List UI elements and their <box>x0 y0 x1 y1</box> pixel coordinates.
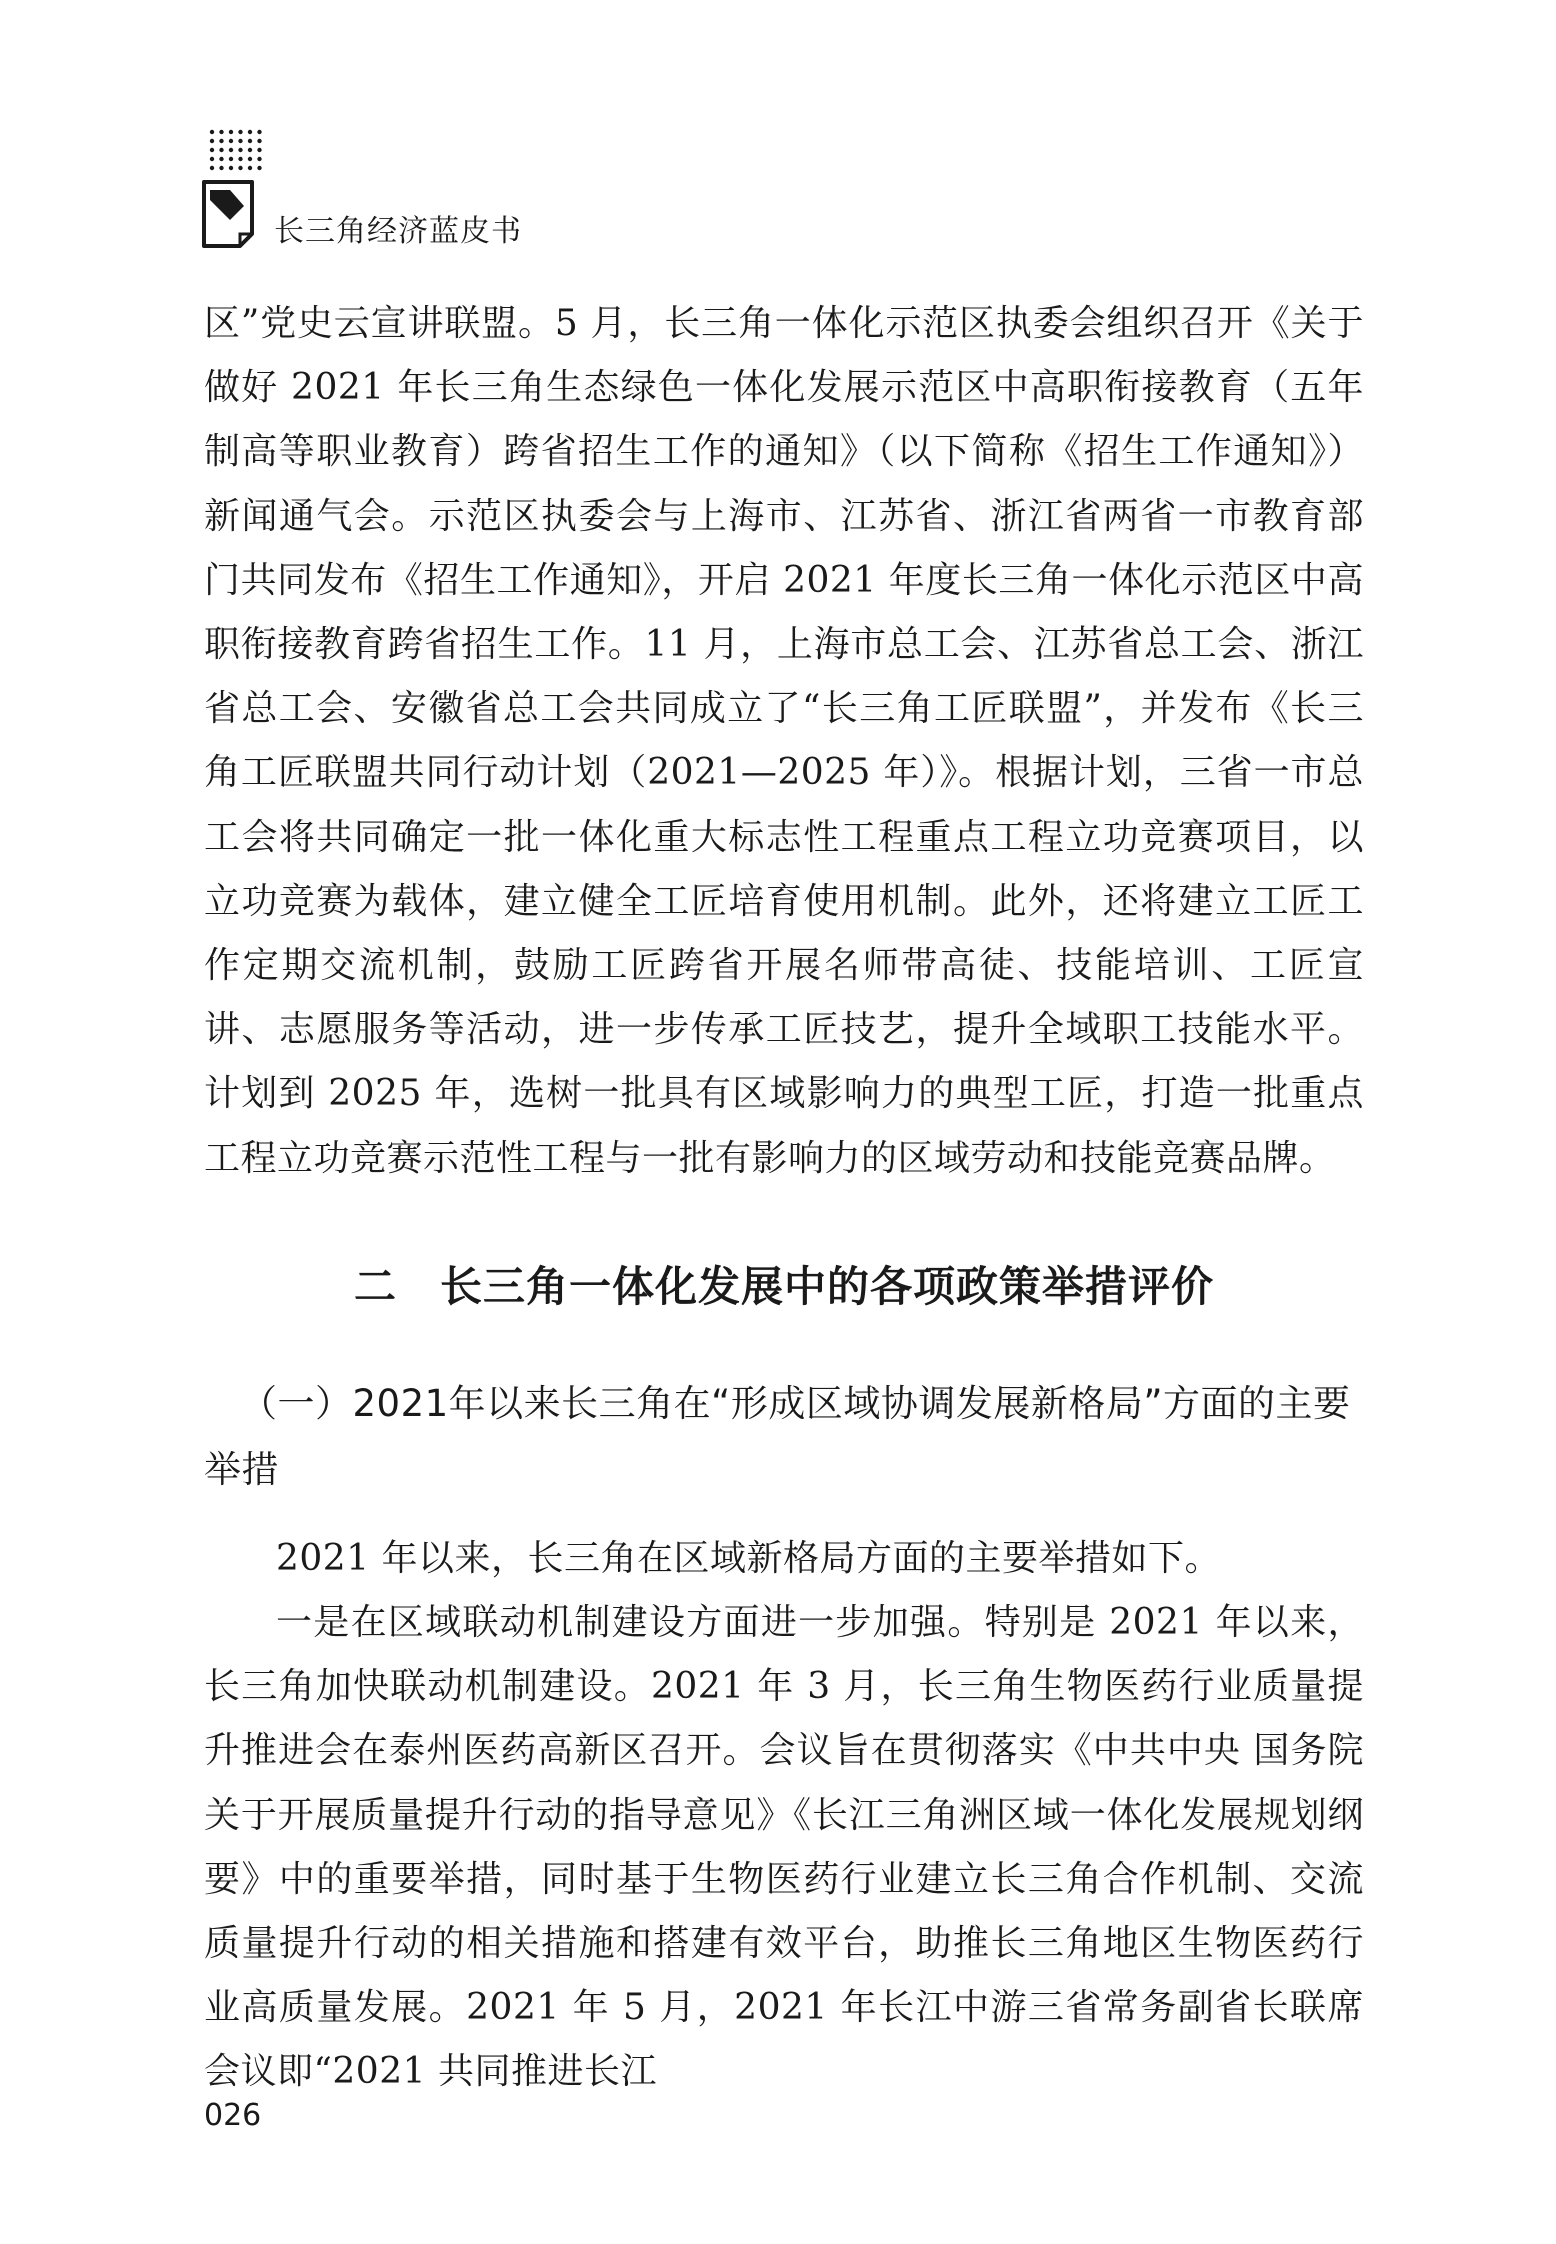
book-title: 长三角经济蓝皮书 <box>274 214 522 249</box>
body-paragraph: 区”党史云宣讲联盟。5 月，长三角一体化示范区执委会组织召开《关于做好 2021 年长三角生态绿色一体化发展示范区中高职衔接教育（五年制高等职业教育）跨省招生工作的通知》（以下简称《招生工作通知》）新闻通气会。示范区执委会与上海市、江苏省、浙江省两省一市教育部门共同发布《招生工作通知》，开启 2021 年度长三角一体化示范区中高职衔接教育跨省招生工作。11 月，上海市总工会、江苏省总工会、浙江省总工会、安徽省总工会共同成立了“长三角工匠联盟”，并发布《长三角工匠联盟共同行动计划（2021—2025 年）》。根据计划，三省一市总工会将共同确定一批一体化重大标志性工程重点工程立功竞赛项目，以立功竞赛为载体，建立健全工匠培育使用机制。此外，还将建立工匠工作定期交流机制，鼓励工匠跨省开展名师带高徒、技能培训、工匠宣讲、志愿服务等活动，进一步传承工匠技艺，提升全域职工技能水平。计划到 2025 年，选树一批具有区域影响力的典型工匠，打造一批重点工程立功竞赛示范性工程与一批有影响力的区域劳动和技能竞赛品牌。 <box>204 303 1364 1179</box>
body-paragraph: 2021 年以来，长三角在区域新格局方面的主要举措如下。 <box>276 1537 1222 1579</box>
running-header <box>200 128 600 258</box>
page-number: 026 <box>204 2098 262 2133</box>
page-content <box>204 292 1364 2105</box>
subsection-title: （一）2021年以来长三角在“形成区域协调发展新格局”方面的主要举措 <box>204 1381 1351 1491</box>
body-paragraph: 一是在区域联动机制建设方面进一步加强。特别是 2021 年以来，长三角加快联动机制建设。2021 年 3 月，长三角生物医药行业质量提升推进会在泰州医药高新区召开。会议旨在贯彻落实《中共中央 国务院关于开展质量提升行动的指导意见》《长江三角洲区域一体化发展规划纲要》中的重要举措，同时基于生物医药行业建立长三角合作机制、交流质量提升行动的相关措施和搭建有效平台，助推长三角地区生物医药行业高质量发展。2021 年 5 月，2021 年长江中游三省常务副省长联席会议即“2021 共同推进长江 <box>204 1602 1364 2093</box>
section-title: 二 长三角一体化发展中的各项政策举措评价 <box>353 1261 1214 1311</box>
book-icon <box>200 176 264 252</box>
dot-grid-icon <box>208 128 264 172</box>
